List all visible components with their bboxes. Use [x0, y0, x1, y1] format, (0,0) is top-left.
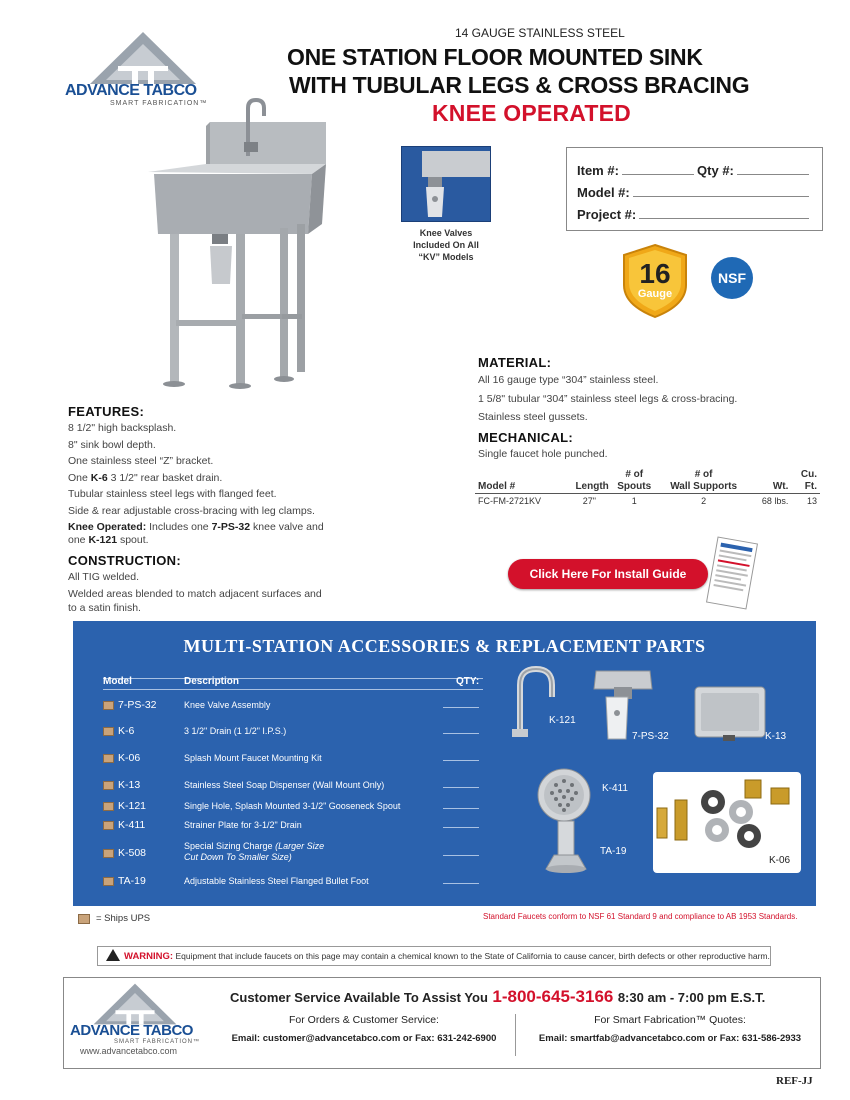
warning-text: Equipment that include faucets on this page may contain a chemical known to the State of California to cause cancer, birth defects or other reproductive harm.: [175, 951, 770, 961]
k121-label: K-121: [549, 715, 576, 726]
quotes-contact[interactable]: Email: smartfab@advancetabco.com or Fax: 631-586-2933: [538, 1033, 802, 1044]
col-desc-head: Description: [184, 676, 240, 687]
model-field[interactable]: [633, 196, 809, 197]
ref-code: REF-JJ: [776, 1075, 813, 1087]
material-heading: MATERIAL:: [478, 355, 552, 370]
ups-box-icon: [103, 701, 114, 710]
accessory-row: K-508 Special Sizing Charge (Larger Size Cut Down To Smaller Size): [103, 847, 483, 871]
orders-heading: For Orders & Customer Service:: [289, 1014, 439, 1026]
gauge-kicker: 14 GAUGE STAINLESS STEEL: [455, 26, 625, 40]
sink-product-image: [140, 98, 340, 390]
qty-field[interactable]: [443, 787, 479, 788]
prop65-warning: [97, 946, 771, 966]
accessories-title: MULTI-STATION ACCESSORIES & REPLACEMENT PARTS: [183, 636, 706, 656]
ups-box-icon: [103, 754, 114, 763]
item-field[interactable]: [622, 174, 694, 175]
col-supports: Wall Supports: [670, 481, 738, 492]
qty-field[interactable]: [443, 827, 479, 828]
col-spouts: Spouts: [617, 481, 652, 492]
accessory-row: K-06 Splash Mount Faucet Mounting Kit: [103, 752, 483, 766]
nsf-text: NSF: [718, 270, 746, 286]
col-model-head: Model: [103, 676, 132, 687]
qty-field[interactable]: [443, 855, 479, 856]
item-label: Item #:: [577, 163, 619, 178]
ups-box-icon: [78, 914, 90, 924]
gauge-word: Gauge: [637, 288, 673, 300]
k411-label: K-411: [602, 783, 628, 794]
col-length: Length: [575, 481, 609, 492]
feature-item: One stainless steel “Z” bracket.: [68, 455, 214, 467]
k06-label: K-06: [769, 855, 791, 866]
qty-field[interactable]: [443, 760, 479, 761]
customer-service-line: Customer Service Available To Assist You 1-800-645-3166 8:30 am - 7:00 pm E.S.T.: [230, 987, 766, 1006]
order-form-box: [566, 147, 823, 231]
qty-field[interactable]: [443, 707, 479, 708]
footer-logo-triangle-icon: [92, 982, 178, 1026]
qty-field[interactable]: [737, 174, 809, 175]
accessory-row: 7-PS-32 Knee Valve Assembly: [103, 699, 483, 713]
ships-ups-note: = Ships UPS: [96, 913, 151, 924]
feature-item: Tubular stainless steel legs with flanged feet.: [68, 488, 277, 500]
ups-box-icon: [103, 781, 114, 790]
page-title-line1: ONE STATION FLOOR MOUNTED SINK: [287, 44, 703, 70]
features-list: [68, 420, 368, 547]
brand-name: ADVANCE TABCO: [65, 82, 197, 99]
col-cuft: Ft.: [804, 481, 817, 492]
construction-text: All TIG welded. Welded areas blended to match adjacent surfaces and to a satin finish.: [68, 571, 322, 614]
page-subtitle: KNEE OPERATED: [432, 100, 631, 126]
model-label: Model #:: [577, 185, 630, 200]
col-wt: Wt.: [772, 481, 789, 492]
mechanical-text: Single faucet hole punched.: [478, 448, 608, 460]
footer-brand-tagline: SMART FABRICATION™: [114, 1039, 201, 1045]
feature-item: 8" sink bowl depth.: [68, 438, 156, 451]
accessory-row: TA-19 Adjustable Stainless Steel Flanged Bullet Foot: [103, 875, 483, 889]
feature-item: Knee Operated: Includes one 7-PS-32 knee valve and one K-121 spout.: [68, 521, 324, 546]
phone-number: 1-800-645-3166: [492, 987, 614, 1006]
install-guide-doc-icon: [706, 536, 758, 610]
nsf-badge-icon: [710, 256, 754, 300]
website-link[interactable]: www.advancetabco.com: [80, 1046, 178, 1056]
table-row: FC-FM-2721KV 27" 1 2 68 lbs. 13: [478, 496, 817, 506]
footer-brand-name: ADVANCE TABCO: [70, 1022, 193, 1039]
page-title-line2: WITH TUBULAR LEGS & CROSS BRACING: [289, 72, 750, 98]
gauge-badge-icon: [620, 243, 690, 319]
feature-item: One K-6 3 1/2" rear basket drain.: [68, 471, 223, 484]
material-list: All 16 gauge type “304” stainless steel. 1 5/8" tubular “304” stainless steel legs & cross-bracing. Stainless steel gussets.: [478, 374, 738, 423]
7ps32-label: 7-PS-32: [632, 731, 669, 742]
ta19-label: TA-19: [600, 846, 627, 857]
knee-valve-image: [401, 146, 491, 222]
feature-item: Side & rear adjustable cross-bracing with leg clamps.: [68, 504, 315, 517]
logo-triangle-icon: [88, 30, 198, 86]
mechanical-heading: MECHANICAL:: [478, 430, 574, 445]
qty-field[interactable]: [443, 733, 479, 734]
features-heading: FEATURES:: [68, 404, 145, 419]
orders-contact[interactable]: Email: customer@advancetabco.com or Fax: 631-242-6900: [231, 1033, 497, 1044]
accessory-row: K-13 Stainless Steel Soap Dispenser (Wall Mount Only): [103, 779, 483, 793]
col-qty-head: QTY:: [456, 676, 480, 687]
brand-tagline: SMART FABRICATION™: [110, 100, 208, 107]
project-label: Project #:: [577, 207, 637, 222]
feature-item: 8 1/2" high backsplash.: [68, 422, 177, 434]
project-field[interactable]: [639, 218, 809, 219]
bullet-foot-ta19-image: [538, 819, 594, 875]
qty-field[interactable]: [443, 808, 479, 809]
accessory-row: K-411 Strainer Plate for 3-1/2" Drain: [103, 819, 483, 833]
strainer-k411-image: [536, 767, 592, 823]
spout-k121-image: [510, 663, 570, 743]
quotes-heading: For Smart Fabrication™ Quotes:: [594, 1014, 746, 1026]
k13-label: K-13: [765, 731, 787, 742]
construction-heading: CONSTRUCTION:: [68, 553, 181, 568]
ups-box-icon: [103, 877, 114, 886]
accessory-row: K-6 3 1/2" Drain (1 1/2" I.P.S.): [103, 725, 483, 739]
accessory-row: K-121 Single Hole, Splash Mounted 3-1/2" Gooseneck Spout: [103, 800, 483, 814]
ups-box-icon: [103, 849, 114, 858]
soap-dispenser-k13-image: [693, 683, 769, 743]
install-guide-button[interactable]: Click Here For Install Guide: [508, 559, 708, 589]
nsf-standards-note: Standard Faucets conform to NSF 61 Standard 9 and compliance to AB 1953 Standards.: [483, 912, 798, 921]
accessories-panel: [73, 621, 816, 906]
ups-box-icon: [103, 727, 114, 736]
mounting-kit-k06-image: [653, 772, 801, 873]
contact-footer: [63, 977, 821, 1069]
spec-table: Model # Length # of Spouts # of Wall Supports Wt. Cu. Ft. FC-FM-2721KV 27" 1 2 68 lbs. 13: [475, 469, 820, 508]
ups-box-icon: [103, 802, 114, 811]
knee-valve-caption: Knee Valves Included On All “KV” Models: [413, 228, 479, 262]
qty-label: Qty #:: [697, 163, 734, 178]
warning-triangle-icon: [106, 949, 120, 961]
col-model: Model #: [478, 481, 516, 492]
warning-label: WARNING:: [124, 951, 174, 962]
qty-field[interactable]: [443, 883, 479, 884]
gauge-number: 16: [639, 258, 671, 289]
ups-box-icon: [103, 821, 114, 830]
